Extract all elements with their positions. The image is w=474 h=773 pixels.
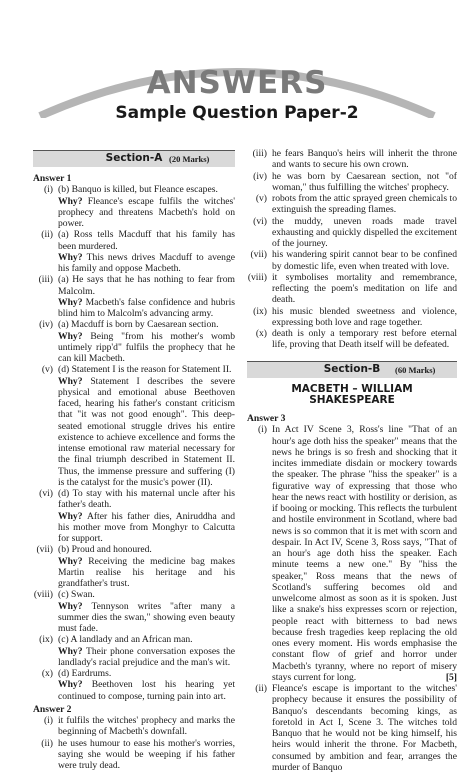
item-text-content: it fulfils the witches' prophecy and marks the beginning of Macbeth's downfall. (58, 715, 235, 738)
item-number: (viii) (247, 271, 267, 283)
item-number: (ii) (41, 737, 53, 749)
why-label: Why? (58, 679, 92, 691)
section-b-header (247, 361, 457, 378)
answer-2-list-left (33, 715, 235, 771)
item-text (272, 148, 457, 171)
item-text-content: the muddy, uneven roads made travel exhausting and quickly dispelled the excitement of the journey. (272, 215, 457, 249)
why-label: Why? (58, 555, 89, 567)
answer-item (33, 319, 235, 364)
item-number: (ix) (39, 634, 53, 646)
item-text (58, 184, 235, 195)
item-text (58, 634, 235, 645)
answer-item (247, 171, 457, 194)
item-text (272, 272, 457, 306)
answer-item (247, 148, 457, 171)
why-text: Beethoven lost his hearing yet continued to compose, turning pain into art. (58, 679, 235, 702)
answer-item (33, 229, 235, 274)
why-text: Tennyson writes "after many a summer dies the swan," showing even beauty must fade. (58, 600, 235, 634)
why-label: Why? (58, 510, 87, 522)
why-text: Macbeth's false confidence and hubris blind him to Malcolm's advancing army. (58, 296, 235, 319)
why-label: Why? (58, 330, 91, 342)
item-text-content: it symbolises mortality and remembrance, reflecting the poem's meditation on life and death. (272, 271, 457, 306)
item-text-content: (a) Ross tells Macduff that his family has been murdered. (58, 229, 235, 252)
why-explanation (33, 601, 235, 635)
item-text-content: his wandering spirit cannot bear to be confined by domestic life, even when treated with love. (272, 249, 457, 272)
item-text-content: robots from the attic sprayed green chemicals to extinguish the spreading flames. (272, 193, 457, 216)
item-text (272, 216, 457, 250)
why-text: Being "from his mother's womb untimely ripp'd" fulfils the prophecy that he can kill Macbeth. (58, 330, 235, 364)
item-number: (vii) (36, 544, 53, 556)
answer-item (33, 488, 235, 544)
why-label: Why? (58, 195, 88, 207)
answer-2-heading: Answer 2 (33, 703, 72, 715)
item-text (272, 424, 457, 683)
why-explanation (33, 252, 235, 275)
item-number: (i) (43, 715, 53, 726)
item-number: (ix) (253, 305, 267, 317)
answer-item (33, 544, 235, 589)
why-text: Statement I describes the severe physical and emotional abuse Beethoven faced, hearing his father's constant criticism that "it was not good enough". This deep-seated emotional struggle drives his entire existence to achieve excellence and forms the intense emotional raw material necessary for the final triumph described in Statement II. Thus, the immense pressure and suffering (I) is the catalyst for the music's power (II). (58, 375, 235, 488)
item-text-content: he fears Banquo's heirs will inherit the throne and wants to secure his own crown. (272, 148, 457, 171)
item-text-content: (a) He says that he has nothing to fear from Malcolm. (58, 274, 235, 297)
why-text: This news drives Macduff to avenge his family and oppose Macbeth. (58, 251, 235, 274)
item-text-content: (d) To stay with his maternal uncle after his father's death. (58, 488, 235, 511)
section-b-title: Section-B (323, 362, 381, 375)
why-text: After his father dies, Aniruddha and his mother move from Monghyr to Calcutta for support. (58, 510, 235, 544)
section-a-title: Section-A (105, 152, 163, 164)
why-explanation (33, 297, 235, 320)
item-number: (x) (41, 668, 53, 679)
item-text (58, 668, 235, 679)
answers-title: ANSWERS (146, 65, 328, 101)
why-label: Why? (58, 251, 87, 263)
item-text (58, 589, 235, 600)
answer-item (247, 306, 457, 329)
paper-subtitle: Sample Question Paper-2 (115, 103, 359, 123)
answer-2-list-right (247, 148, 457, 351)
why-explanation (33, 376, 235, 489)
answer-item (247, 424, 457, 683)
item-number: (vii) (250, 249, 267, 261)
item-text (58, 738, 235, 772)
why-label: Why? (58, 375, 91, 387)
why-explanation (33, 511, 235, 545)
item-text (58, 364, 235, 375)
item-text (58, 544, 235, 555)
item-number: (i) (43, 184, 53, 196)
answer-1-list (33, 184, 235, 702)
item-number: (vi) (253, 215, 267, 227)
item-number: (viii) (33, 589, 53, 601)
item-text (272, 328, 457, 351)
answer-3-heading: Answer 3 (247, 413, 286, 424)
answer-item (33, 668, 235, 702)
answer-item (33, 364, 235, 488)
item-text-content: (c) A landlady and an African man. (58, 634, 193, 646)
why-explanation (33, 646, 235, 669)
answer-item (247, 193, 457, 216)
item-text-content: his music blended sweetness and violence, expressing both love and rage together. (272, 305, 457, 328)
answer-item (247, 272, 457, 306)
answer-item (33, 738, 235, 772)
item-number: (ii) (255, 683, 267, 694)
item-text (272, 683, 457, 773)
why-label: Why? (58, 296, 86, 308)
item-number: (i) (257, 424, 267, 436)
play-title: MACBETH – WILLIAM SHAKESPEARE (291, 382, 413, 406)
why-explanation (33, 679, 235, 702)
item-text-content: (b) Proud and honoured. (58, 544, 152, 556)
item-text-content: he was born by Caesarean section, not "of woman," thus fulfilling the witches' prophecy. (272, 170, 457, 193)
answer-1-heading: Answer 1 (33, 173, 72, 184)
why-text: Their phone conversation exposes the landlady's racial prejudice and the man's wit. (58, 645, 235, 668)
answer-item (33, 589, 235, 634)
item-number: (vi) (39, 488, 53, 499)
item-text (58, 274, 235, 297)
item-text-content: (d) Eardrums. (58, 668, 112, 679)
section-a-header (33, 150, 235, 167)
item-text-content: (a) Macduff is born by Caesarean section. (58, 319, 219, 331)
why-text: Fleance's escape fulfils the witches' prophecy and threatens Macbeth's hold on power. (58, 195, 236, 229)
item-text-content: he uses humour to ease his mother's worries, saying she would be weeping if his father were truly dead. (58, 737, 235, 771)
why-text: Receiving the medicine bag makes Martin realise his heritage and his grandfather's trust. (58, 555, 236, 589)
item-text (272, 193, 457, 216)
right-column (247, 148, 457, 773)
item-number: (v) (41, 364, 53, 376)
answer-item (33, 184, 235, 229)
why-label: Why? (58, 645, 86, 657)
answer-item (33, 274, 235, 319)
item-text (58, 319, 235, 330)
item-text (272, 249, 457, 272)
item-number: (iii) (252, 148, 267, 159)
answer-item (33, 634, 235, 668)
item-text-content: In Act IV Scene 3, Ross's line "That of an hour's age doth hiss the speaker" means that the news he brings is so fresh and shocking that it incites immediate disdain or mockery towards the speaker. The phrase "hiss the speaker" is a figurative way of expressing that those who hear the news react with hostility or derision, as if booing or mocking. This reflects the turbulent and hostile environment in Scotland, where bad news is so common that it is met with scorn and despair. In Act IV, Scene 3, Ross says, "That of an hour's age doth hiss the speaker. Each minute teems a new one." By "hiss the speaker," Ross means that the news of Scotland's suffering becomes old and unwelcome almost as soon as it is spoken. Just like a snake's hiss expresses scorn or rejection, people react with bitterness to bad news because fresh tragedies keep replacing the old ones every moment. His words emphasise the constant flow of grief and horror under Macbeth's tyranny, where no report of misery stays current for long. (272, 424, 457, 683)
left-column (33, 148, 235, 771)
answer-item (247, 328, 457, 351)
why-explanation (33, 556, 235, 590)
why-label: Why? (58, 600, 92, 612)
item-text (272, 306, 457, 329)
item-text-content: (d) Statement I is the reason for Statement II. (58, 364, 232, 376)
item-text-content: (c) Swan. (58, 589, 95, 601)
item-number: (x) (255, 328, 267, 339)
item-number: (iv) (253, 170, 267, 182)
item-text-content: death is only a temporary rest before eternal life, proving that Death itself will be defeated. (272, 328, 457, 351)
answer-item (247, 249, 457, 272)
page-header (0, 0, 474, 138)
item-number: (ii) (41, 229, 53, 241)
answer-item (247, 683, 457, 773)
item-text (58, 229, 235, 252)
item-marks: [5] (445, 671, 457, 683)
section-a-marks: (20 Marks) (169, 154, 210, 164)
answer-3-list (247, 424, 457, 773)
section-b-marks: (60 Marks) (395, 364, 436, 375)
item-text (272, 171, 457, 194)
item-text-content: (b) Banquo is killed, but Fleance escapes. (58, 184, 218, 196)
item-text-content: Fleance's escape is important to the witches' prophecy because it ensures the possibility of Banquo's descendants becoming kings, as foretold in Act I, Scene 3. The witches told Banquo that he would not be king himself, his heirs would inherit the throne. For Macbeth, consumed by ambition and fear, arranges the murder of Banquo (272, 683, 457, 773)
why-explanation (33, 331, 235, 365)
answer-item (33, 715, 235, 738)
why-explanation (33, 196, 235, 230)
answer-item (247, 216, 457, 250)
item-number: (v) (255, 193, 267, 204)
item-text (58, 715, 235, 738)
item-text (58, 488, 235, 511)
item-number: (iii) (38, 274, 53, 286)
item-number: (iv) (39, 319, 53, 331)
